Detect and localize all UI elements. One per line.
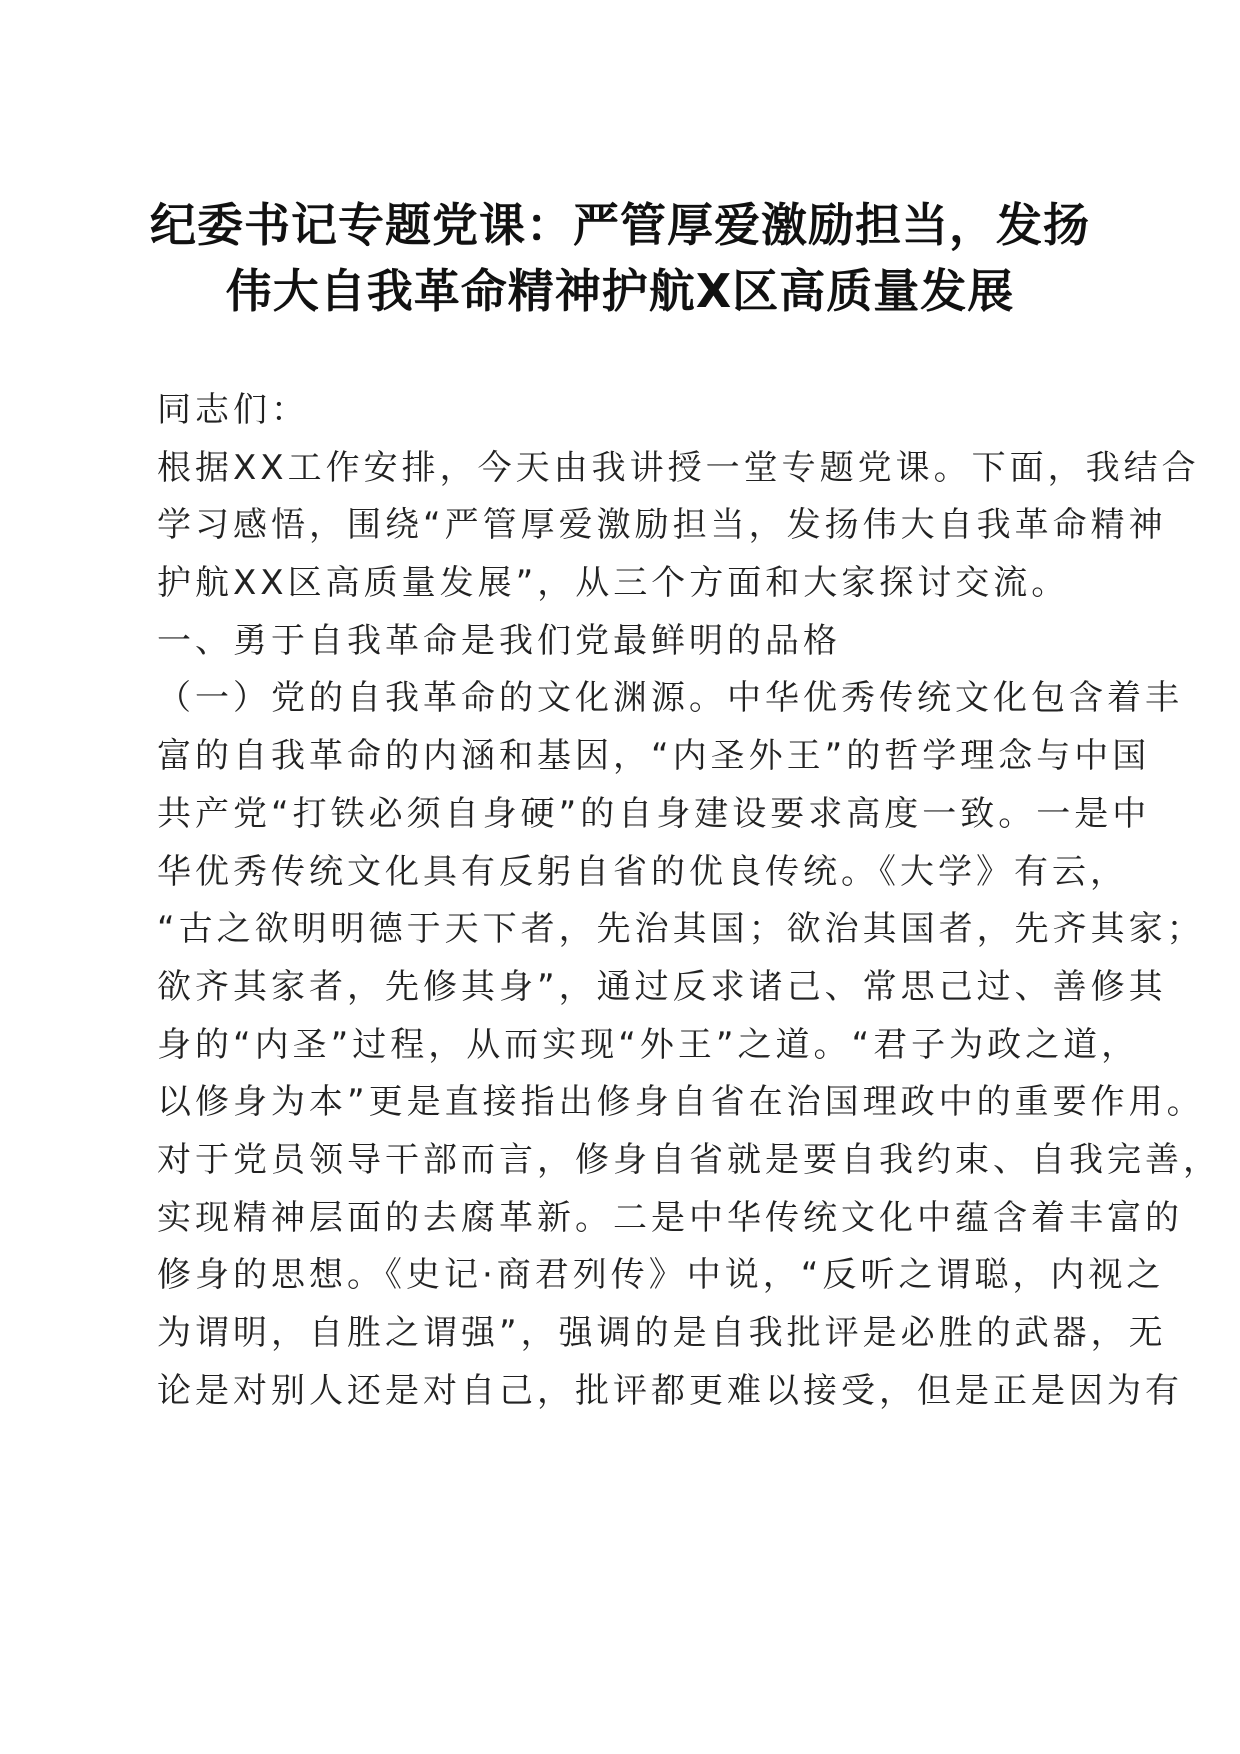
body-line: 对于党员领导干部而言，修身自省就是要自我约束、自我完善，	[157, 1139, 1221, 1180]
body-line: 欲齐其家者，先修其身”，通过反求诸己、常思己过、善修其	[157, 966, 1167, 1007]
body-line: 共产党“打铁必须自身硬”的自身建设要求高度一致。一是中	[157, 793, 1151, 834]
body-line: （一）党的自我革命的文化渊源。中华优秀传统文化包含着丰	[157, 678, 1183, 719]
salutation: 同志们：	[157, 390, 309, 430]
section-heading: 一、勇于自我革命是我们党最鲜明的品格	[157, 620, 841, 661]
body-line: 实现精神层面的去腐革新。二是中华传统文化中蕴含着丰富的	[157, 1197, 1183, 1238]
body-line: 修身的思想。《史记·商君列传》中说，“反听之谓聪，内视之	[157, 1255, 1165, 1296]
body-line: 以修身为本”更是直接指出修身自省在治国理政中的重要作用。	[157, 1082, 1205, 1123]
body-line: 为谓明，自胜之谓强”，强调的是自我批评是必胜的武器，无	[157, 1313, 1167, 1353]
body-line: 根据XX工作安排，今天由我讲授一堂专题党课。下面，我结合	[157, 447, 1200, 488]
title-line-2: 伟大自我革命精神护航X区高质量发展	[225, 264, 1015, 318]
body-line: 学习感悟，围绕“严管厚爱激励担当，发扬伟大自我革命精神	[157, 505, 1167, 546]
title-line-1: 纪委书记专题党课：严管厚爱激励担当，发扬	[150, 198, 1090, 252]
body-line: “古之欲明明德于天下者，先治其国；欲治其国者，先齐其家；	[157, 909, 1205, 950]
body-line: 身的“内圣”过程，从而实现“外王”之道。“君子为政之道，	[157, 1024, 1140, 1065]
body-line: 富的自我革命的内涵和基因，“内圣外王”的哲学理念与中国	[157, 736, 1151, 777]
document-title	[140, 192, 1100, 324]
body-line: 论是对别人还是对自己，批评都更难以接受，但是正是因为有	[157, 1370, 1183, 1411]
body-line: 华优秀传统文化具有反躬自省的优良传统。《大学》有云，	[157, 851, 1128, 892]
body-line: 护航XX区高质量发展”，从三个方面和大家探讨交流。	[157, 563, 1070, 604]
document-body	[157, 382, 1221, 1420]
